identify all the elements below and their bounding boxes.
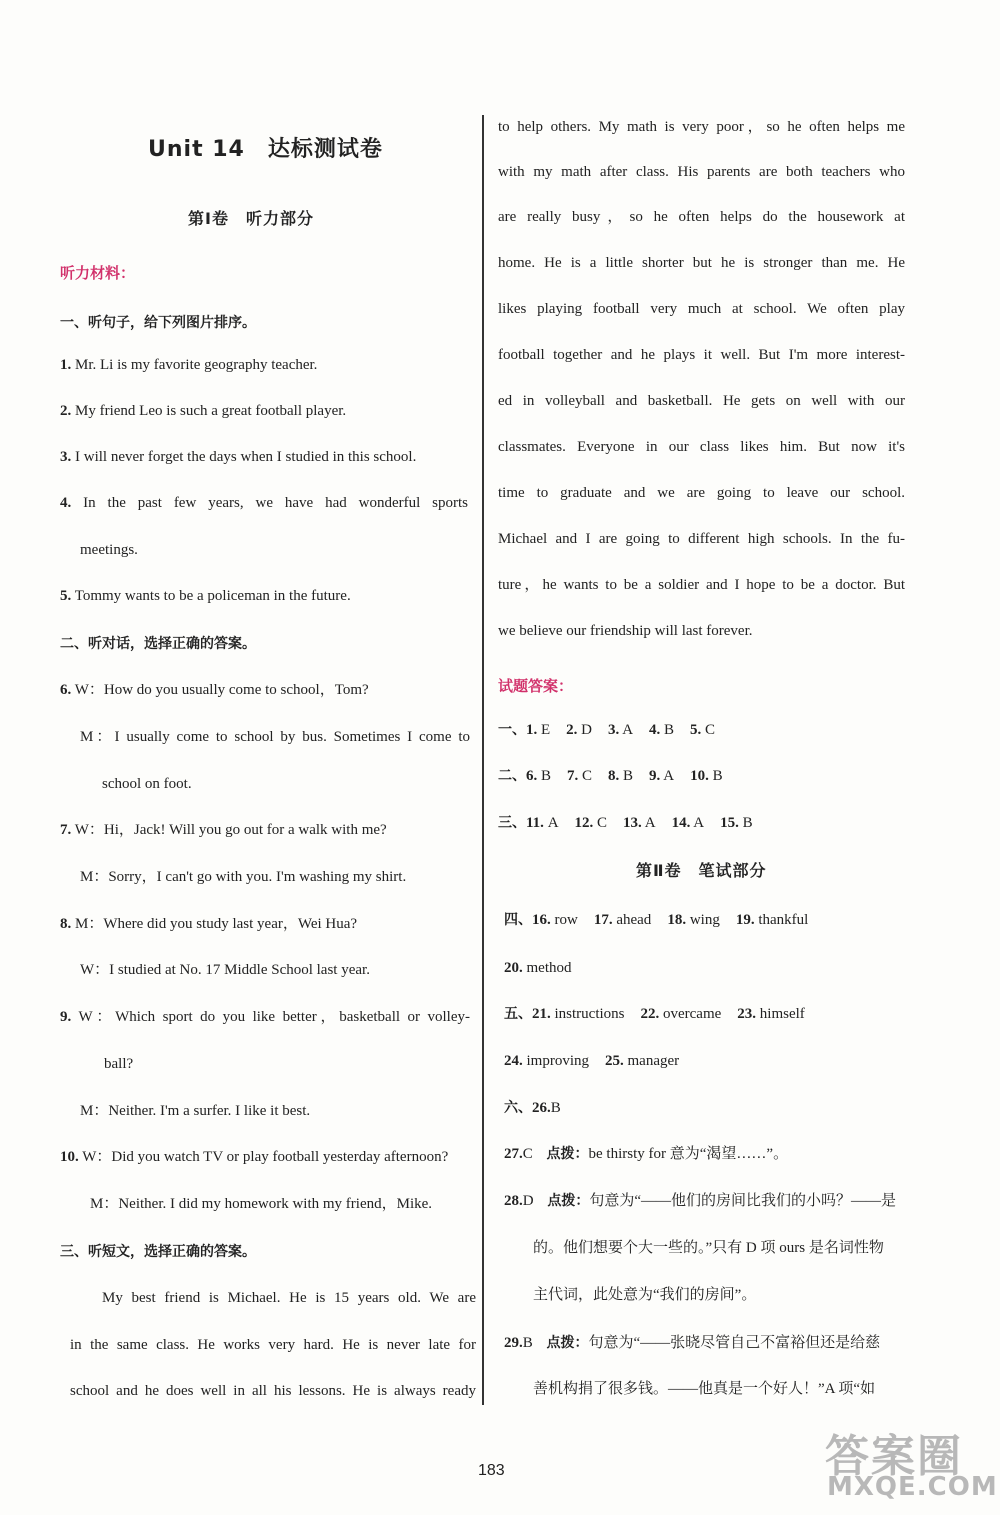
answer-28: 28.D 点拨：句意为“——他们的房间比我们的小吗？——是	[504, 1193, 897, 1209]
answer-number: 4.	[649, 722, 661, 738]
answers-label: 试题答案：	[498, 677, 574, 695]
watermark-logo	[825, 1420, 998, 1505]
answer-item	[532, 1006, 625, 1022]
dialog-7-w: 7. W：Hi，Jack! Will you go out for a walk with me?	[60, 822, 387, 838]
dialog-9-w: 9. W：Which sport do you like better，basketball or volley-	[60, 1009, 471, 1025]
answer-item	[605, 1053, 679, 1069]
answer-value: D	[577, 722, 593, 738]
answer-item	[504, 1053, 589, 1069]
dialog-6-m-cont: school on foot.	[102, 776, 192, 792]
answer-value: B	[738, 815, 753, 831]
answer-number: 2.	[566, 722, 578, 738]
answer-value: B	[537, 768, 552, 784]
answer-number: 9.	[649, 768, 661, 784]
answer-value: A	[660, 768, 675, 784]
answer-number: 17.	[593, 912, 613, 928]
answer-number: 12.	[574, 815, 594, 831]
passage-line-9: football together and he plays it well. But I'm more interest-	[498, 347, 905, 363]
section-2-heading: 二、听对话，选择正确的答案。	[60, 636, 256, 652]
answer-item	[608, 722, 633, 738]
answer-number: 22.	[640, 1006, 660, 1022]
sentence-2: 2. My friend Leo is such a great football player.	[60, 403, 347, 419]
answer-item	[736, 912, 809, 928]
section-writing-title: 第Ⅱ卷 笔试部分	[636, 861, 767, 880]
answer-number: 20.	[504, 960, 523, 976]
watermark-top-text: 答案圈	[825, 1431, 963, 1482]
answer-item	[594, 912, 651, 928]
passage-line-2: in the same class. He works very hard. He is never late for	[70, 1337, 476, 1353]
answers-row-4b	[504, 958, 588, 978]
answer-value: B	[619, 768, 634, 784]
answer-item	[623, 815, 656, 831]
passage-line-13: Michael and I are going to different high schools. In the fu-	[498, 531, 905, 547]
answer-value: B	[660, 722, 675, 738]
answer-value: himself	[756, 1006, 805, 1022]
answers-row-1: 一、1. E 2. D 3. A 4. B 5. C	[498, 722, 716, 738]
answer-number: 19.	[735, 912, 755, 928]
answer-number: 16.	[532, 912, 551, 928]
section-listening-title: 第Ⅰ卷 听力部分	[188, 209, 314, 228]
answer-item	[690, 768, 723, 784]
answer-item	[649, 722, 674, 738]
answer-value: A	[690, 815, 705, 831]
answer-item	[575, 815, 608, 831]
answer-number: 7.	[567, 768, 579, 784]
answer-value: E	[537, 722, 551, 738]
answer-item	[526, 815, 559, 831]
answer-value: A	[619, 722, 634, 738]
sentence-4-cont: meetings.	[80, 542, 138, 558]
page-number: 183	[478, 1462, 505, 1479]
answer-item	[667, 912, 720, 928]
passage-line-8: likes playing football very much at school. We often play	[498, 301, 905, 317]
dialog-6-m: M：I usually come to school by bus. Sometimes I come to	[80, 729, 470, 745]
answer-number: 6.	[526, 768, 538, 784]
passage-line-3: school and he does well in all his lessons. He is always ready	[70, 1383, 476, 1399]
answer-value: row	[550, 912, 578, 928]
answer-27: 27.C 点拨：be thirsty for 意为“渴望……”。	[504, 1146, 789, 1162]
answer-28-hint-cont-2: 主代词，此处意为“我们的房间”。	[533, 1287, 757, 1303]
answer-value: overcame	[659, 1006, 722, 1022]
sentence-1: 1. Mr. Li is my favorite geography teacher.	[60, 357, 318, 373]
passage-line-5: with my math after class. His parents are both teachers who	[498, 164, 905, 180]
answer-number: 24.	[504, 1053, 523, 1069]
materials-label: 听力材料：	[60, 264, 136, 282]
answer-number: 14.	[671, 815, 691, 831]
answer-value: B	[708, 768, 723, 784]
answers-row-4: 四、16. row 17. ahead 18. wing 19. thankful	[504, 912, 809, 928]
answer-number: 11.	[526, 815, 544, 831]
answer-item	[649, 768, 674, 784]
passage-line-6: are really busy，so he often helps do the housework at	[498, 209, 905, 225]
answer-number: 21.	[532, 1006, 551, 1022]
answers-row-5b	[504, 1051, 695, 1071]
answer-value: instructions	[550, 1006, 625, 1022]
dialog-8-w: W：I studied at No. 17 Middle School last year.	[80, 962, 370, 978]
answer-value: A	[543, 815, 559, 831]
answer-item	[567, 768, 592, 784]
answer-number: 13.	[623, 815, 642, 831]
section-3-heading: 三、听短文，选择正确的答案。	[60, 1244, 256, 1260]
dialog-8-m: 8. M：Where did you study last year，Wei Hua?	[60, 916, 358, 932]
answers-row-3: 三、11. A 12. C 13. A 14. A 15. B	[498, 815, 753, 831]
dialog-9-w-cont: ball?	[104, 1056, 134, 1072]
answer-item	[737, 1006, 805, 1022]
answer-number: 18.	[667, 912, 687, 928]
dialog-7-m: M：Sorry，I can't go with you. I'm washing my shirt.	[80, 869, 407, 885]
passage-line-1: My best friend is Michael. He is 15 years old. We are	[102, 1290, 476, 1306]
watermark-bottom-text: MXQE.COM	[827, 1472, 998, 1502]
answer-number: 23.	[737, 1006, 757, 1022]
passage-line-4: to help others. My math is very poor，so he often helps me	[498, 119, 905, 135]
answer-item	[532, 912, 578, 928]
sentence-4: 4. In the past few years, we have had wonderful sports	[60, 495, 469, 511]
answer-29-hint-cont: 善机构捐了很多钱。——他真是一个好人！”A 项“如	[533, 1381, 876, 1397]
answers-row-2: 二、6. B 7. C 8. B 9. A 10. B	[498, 768, 723, 784]
answer-value: ahead	[612, 912, 652, 928]
answer-value: wing	[686, 912, 720, 928]
answers-row-6: 六、26.B	[504, 1100, 561, 1116]
answer-item	[504, 960, 572, 976]
answer-item	[526, 722, 550, 738]
dialog-10-m: M：Neither. I did my homework with my friend，Mike.	[90, 1196, 433, 1212]
answer-value: manager	[623, 1053, 680, 1069]
answers-row-5: 五、21. instructions 22. overcame 23. himself	[504, 1006, 805, 1022]
answer-number: 3.	[608, 722, 620, 738]
answer-value: C	[701, 722, 716, 738]
answer-item	[672, 815, 705, 831]
answer-item	[720, 815, 753, 831]
passage-line-7: home. He is a little shorter but he is stronger than me. He	[498, 255, 905, 271]
sentence-3: 3. I will never forget the days when I studied in this school.	[60, 449, 417, 465]
sentence-5: 5. Tommy wants to be a policeman in the future.	[60, 588, 351, 604]
answer-item	[690, 722, 715, 738]
answer-item	[608, 768, 633, 784]
passage-line-12: time to graduate and we are going to leave our school.	[498, 485, 905, 501]
page-title: Unit 14 达标测试卷	[148, 137, 383, 162]
answer-item	[566, 722, 592, 738]
answer-item	[641, 1006, 722, 1022]
dialog-9-m: M：Neither. I'm a surfer. I like it best.	[80, 1103, 311, 1119]
answer-value: thankful	[754, 912, 809, 928]
answer-value: method	[522, 960, 572, 976]
dialog-6-w: 6. W：How do you usually come to school，Tom?	[60, 682, 369, 698]
answer-28-hint-cont-1: 的。他们想要个大一些的。”只有 D 项 ours 是名词性物	[533, 1240, 884, 1256]
answer-value: A	[641, 815, 656, 831]
answer-number: 1.	[526, 722, 538, 738]
column-divider	[482, 115, 484, 1405]
answer-value: improving	[522, 1053, 589, 1069]
passage-line-15: we believe our friendship will last forever.	[498, 623, 753, 639]
answer-number: 10.	[690, 768, 709, 784]
passage-line-10: ed in volleyball and basketball. He gets on well with our	[498, 393, 905, 409]
passage-line-14: ture，he wants to be a soldier and I hope to be a doctor. But	[498, 577, 905, 593]
answer-item	[526, 768, 551, 784]
answer-29: 29.B 点拨：句意为“——张晓尽管自己不富裕但还是给慈	[504, 1335, 881, 1351]
dialog-10-w: 10. W：Did you watch TV or play football yesterday afternoon?	[60, 1149, 449, 1165]
answer-number: 25.	[605, 1053, 624, 1069]
answer-value: C	[593, 815, 608, 831]
answer-number: 5.	[690, 722, 702, 738]
answer-number: 15.	[720, 815, 739, 831]
answer-number: 8.	[608, 768, 620, 784]
passage-line-11: classmates. Everyone in our class likes him. But now it's	[498, 439, 905, 455]
section-1-heading: 一、听句子，给下列图片排序。	[60, 315, 256, 331]
answer-value: C	[578, 768, 593, 784]
